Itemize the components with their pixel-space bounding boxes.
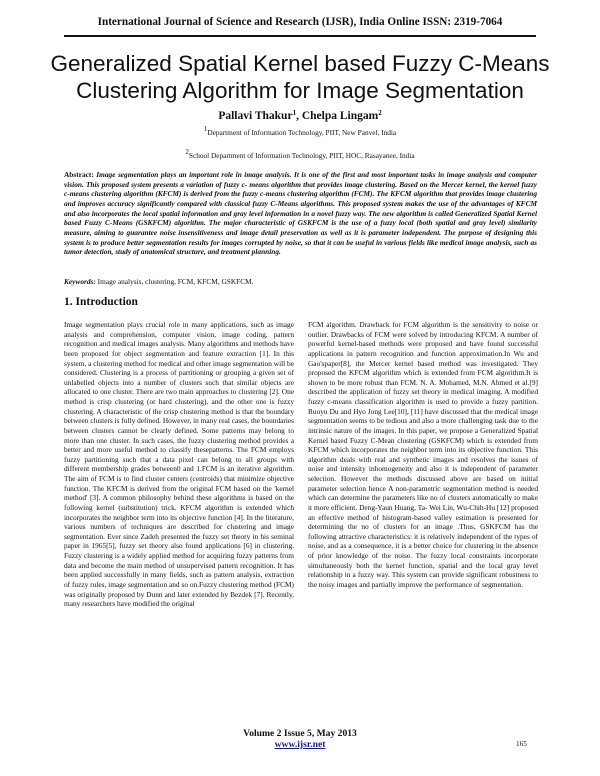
author-separator: , bbox=[296, 110, 302, 122]
author-2-sup: 2 bbox=[378, 109, 382, 117]
author-1-name: Pallavi Thakur bbox=[218, 110, 293, 122]
journal-header: International Journal of Science and Research (IJSR), India Online ISSN: 2319-7064 bbox=[97, 16, 503, 28]
page-number: 165 bbox=[516, 740, 527, 748]
paper-title bbox=[40, 50, 560, 104]
abstract bbox=[64, 170, 537, 257]
keywords-label: Keywords: bbox=[64, 277, 96, 286]
title-line-1: Generalized Spatial Kernel based Fuzzy C-Means bbox=[50, 51, 550, 76]
footer-volume: Volume 2 Issue 5, May 2013 bbox=[243, 728, 357, 739]
author-1-sup: 1 bbox=[292, 109, 297, 117]
abstract-text: Image segmentation plays an important role in image analysis. It is one of the first and most important tasks in image analysis and computer vision. This proposed system presents a variation of fuzzy c- means algorithm that provides image clustering. Based on the Mercer kernel, the kernel fuzzy c-means clustering algorithm (KFCM) is derived from the fuzzy c-means clustering algorithm (FCM). The KFCM algorithm that provides image clustering and improves accuracy significantly compared with classical fuzzy C-Means algorithms. This proposed system makes the use of the advantages of KFCM and also incorporates the local spatial information and gray level information in a novel fuzzy way. The new algorithm is called Generalized Spatial Kernel based Fuzzy C-Means (GSKFCM) algorithm. The major characteristic of GSKFCM is the use of a fuzzy local (both spatial and gray level) similarity measure, aiming to guarantee noise insensitiveness and image detail preservation as well as it is parameter independent. The purpose of designing this system is to produce better segmentation results for images corrupted by noise, so that it can be useful in various fields like medical image analysis, such as tumor detection, study of anatomical structure, and treatment planning. bbox=[64, 170, 537, 257]
abstract-label: Abstract: bbox=[64, 170, 94, 179]
affiliation-1 bbox=[60, 125, 540, 137]
page-footer bbox=[200, 728, 400, 750]
keywords bbox=[64, 277, 537, 286]
affiliation-1-sup: 1 bbox=[203, 125, 208, 133]
affiliation-1-text: Department of Information Technology, PIIT, New Panvel, India bbox=[207, 128, 397, 137]
intro-column-right: FCM algorithm. Drawback for FCM algorithm is the sensitivity to noise or outlier. Drawbacks of FCM were solved by introducing KFCM. A number of powerful kernel-based methods were proposed and have found successful applications in pattern recognition and function approximation.In Wu and Gao'spaper[8], the Mercer kernel based method was investigated. They proposed the KFCM algorithm which is extended from FCM algorithm.It is shown to be more robust than FCM. N. A. Mohamed, M.N. Ahmed et al.[9] described the application of fuzzy set theory in medical imaging. A modified fuzzy c-means classification algorithm is used to provide a fuzzy partition. Ruoyu Du and Hyo Jong Lee[10], [11] have discussed that the medical image segmentation seems to be tedious and also a more challenging task due to the intrinsic nature of the images. In this paper, we propose a Generalized Spatial Kernel based Fuzzy C-Mean clustering (GSKFCM) which is extended from KFCM which incorporates the neighbor term into its objective function. This algorithm deals with real and synthetic images and resolves the issues of noise and intensity inhomogeneity and also it is independent of parameter selection. However the methods discussed above are based on initial parameter selection hence A non-parametric segmentation method is needed which can determine the parameters like no of clusters automatically to make it more efficient. Deng-Yaun Huang, Ta- Wei Lin, Wu-Chih-Hu [12] proposed an effective method of histogram-based valley estimation is presented for determining the no of clusters for an image .Thus, GSKFCM has the following attractive characteristics: it is relatively independent of the types of noise, and as a consequence, it is a better choice for clustering in the absence of prior knowledge of the noise. The fuzzy local constraints incorporate simultaneously both the kernel function, spatial and the local gray level relationship in a fuzzy way. This system can provide significant robustness to the noisy images and partially improve the performance of segmentation. bbox=[308, 320, 538, 589]
section-heading-introduction: 1. Introduction bbox=[64, 296, 138, 308]
affiliation-2 bbox=[60, 148, 540, 160]
title-line-2: Clustering Algorithm for Image Segmentation bbox=[76, 78, 524, 103]
header-rule bbox=[64, 35, 536, 37]
author-list bbox=[60, 110, 540, 122]
affiliation-2-sup: 2 bbox=[185, 148, 189, 156]
keywords-text: Image analysis, clustering, FCM, KFCM, GSKFCM. bbox=[95, 277, 254, 286]
footer-url-link[interactable]: www.ijsr.net bbox=[274, 739, 326, 750]
author-2-name: Chelpa Lingam bbox=[301, 110, 379, 122]
intro-column-left: Image segmentation plays crucial role in many applications, such as image analysis and comprehension, computer vision, image coding, pattern recognition and medical images analysis. Many algorithms and methods have been proposed for object segmentation and feature extraction [1]. In this system, a clustering method for medical and other image segmentation will be considered. Clustering is a process of partitioning or grouping a given set of unlabelled objects into a number of clusters such that similar objects are allocated to one cluster. There are two main approaches to clustering [2]. One method is crisp clustering (or hard clustering), and the other one is fuzzy clustering. A characteristic of the crisp clustering method is that the boundary between clusters is fully defined. However, in many real cases, the boundaries between clusters cannot be clearly defined. Some patterns may belong to more than one cluster. In such cases, the fuzzy clustering method provides a better and more useful method to classify thesepatterns. The FCM employs fuzzy partitioning such that a data pixel can belong to all groups with different membership grades between0 and 1.FCM is an iterative algorithm. The aim of FCM is to find cluster centers (centroids) that minimize objective function. The KFCM is derived from the original FCM based on the 'kernel method' [3]. A common philosophy behind these algorithms is based on the following kernel (substitution) trick. KFCM algorithm is extended which incorporates the neighbor term into its objective function [4]. In the literature, various numbers of techniques are described for clustering and image segmentation. Ever since Zadeh presented the fuzzy set theory in his seminal paper in 1965[5], fuzzy set theory also found applications [6] in clustering. Fuzzy clustering is a widely applied method for acquiring fuzzy patterns from data and become the main method of unsupervised pattern recognition. It has been applied successfully in many fields, such as pattern analysis, extraction of fuzzy rules, image segmentation and so on.Fuzzy clustering method (FCM) was originally proposed by Dunn and later extended by Bezdek [7]. Recently, many researchers have modified the original bbox=[64, 320, 294, 609]
affiliation-2-text: School Department of Information Technology, PIIT, HOC, Rasayanee, India bbox=[188, 151, 415, 160]
